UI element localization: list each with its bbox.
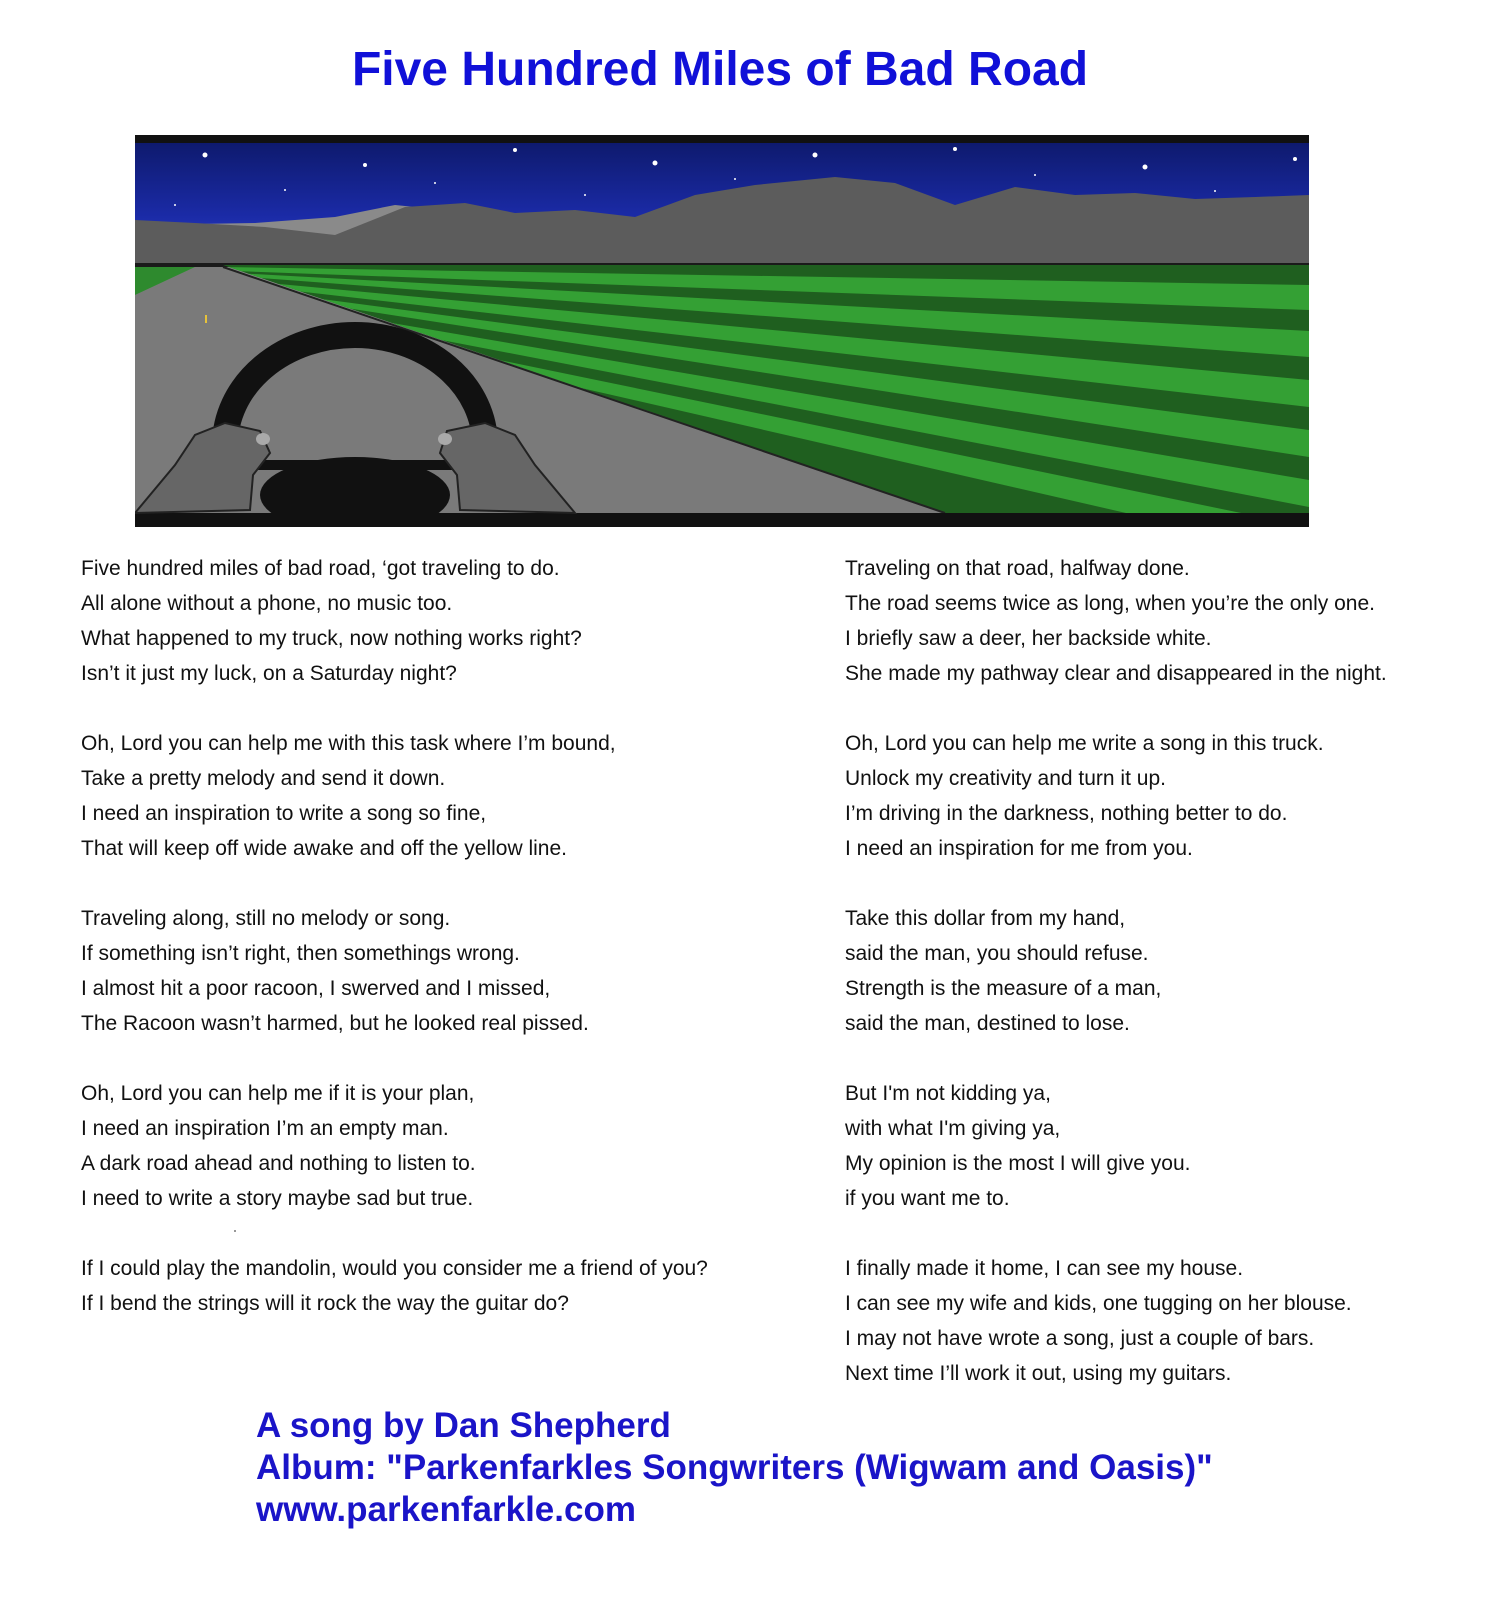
website-link[interactable]: www.parkenfarkle.com (256, 1490, 636, 1529)
lyric-line: I can see my wife and kids, one tugging on her blouse. (845, 1292, 1352, 1315)
stanza (845, 1251, 1485, 1391)
stanza (845, 901, 1485, 1041)
lyrics-left-column (81, 551, 781, 1356)
lyric-line: I may not have wrote a song, just a couple of bars. (845, 1327, 1315, 1350)
lyric-line: said the man, you should refuse. (845, 942, 1149, 965)
lyric-line: A dark road ahead and nothing to listen to. (81, 1152, 476, 1175)
lyric-line: If something isn’t right, then somethings wrong. (81, 942, 520, 965)
lyric-line: I finally made it home, I can see my house. (845, 1257, 1244, 1280)
dashboard (135, 513, 1309, 527)
lyric-line: Oh, Lord you can help me write a song in this truck. (845, 732, 1324, 755)
stanza (845, 726, 1485, 866)
lyric-line: But I'm not kidding ya, (845, 1082, 1051, 1105)
stanza (81, 1076, 781, 1216)
lyrics-right-column (845, 551, 1485, 1426)
album-credit: Album: "Parkenfarkles Songwriters (Wigwam and Oasis)" (256, 1448, 1213, 1487)
lyric-line: I briefly saw a deer, her backside white. (845, 627, 1212, 650)
lyric-line: Oh, Lord you can help me with this task where I’m bound, (81, 732, 616, 755)
lyric-line: If I could play the mandolin, would you consider me a friend of you? (81, 1257, 708, 1280)
stanza (81, 551, 781, 691)
lyric-line: What happened to my truck, now nothing works right? (81, 627, 582, 650)
lyric-line: I’m driving in the darkness, nothing better to do. (845, 802, 1288, 825)
lyric-line: said the man, destined to lose. (845, 1012, 1130, 1035)
lyric-line: Unlock my creativity and turn it up. (845, 767, 1166, 790)
credits-block (256, 1405, 1213, 1531)
lyric-line: That will keep off wide awake and off the yellow line. (81, 837, 568, 860)
lyric-line: I need to write a story maybe sad but true. (81, 1187, 474, 1210)
author-credit: A song by Dan Shepherd (256, 1406, 671, 1445)
stray-dot (234, 1230, 236, 1232)
lyric-line: I need an inspiration I’m an empty man. (81, 1117, 449, 1140)
lyric-line: I need an inspiration to write a song so fine, (81, 802, 487, 825)
lyric-line: if you want me to. (845, 1187, 1010, 1210)
lyric-line: The road seems twice as long, when you’re the only one. (845, 592, 1375, 615)
lyric-line: The Racoon wasn’t harmed, but he looked real pissed. (81, 1012, 589, 1035)
lyric-line: Traveling along, still no melody or song. (81, 907, 451, 930)
lyric-line: My opinion is the most I will give you. (845, 1152, 1191, 1175)
stanza (81, 726, 781, 866)
steering-spoke (235, 460, 475, 470)
page-title: Five Hundred Miles of Bad Road (351, 43, 1089, 96)
stanza (81, 901, 781, 1041)
lyric-line: Take a pretty melody and send it down. (81, 767, 446, 790)
lyric-line: with what I'm giving ya, (845, 1117, 1061, 1140)
stanza (845, 551, 1485, 691)
night-road-illustration (135, 135, 1309, 527)
lyric-line: All alone without a phone, no music too. (81, 592, 453, 615)
lyric-line: I need an inspiration for me from you. (845, 837, 1193, 860)
yellow-line-marker (205, 315, 207, 323)
stanza (845, 1076, 1485, 1216)
lyric-line: Five hundred miles of bad road, ‘got traveling to do. (81, 557, 560, 580)
lyric-line: Oh, Lord you can help me if it is your plan, (81, 1082, 475, 1105)
lyric-line: Strength is the measure of a man, (845, 977, 1162, 1000)
lyric-line: If I bend the strings will it rock the way the guitar do? (81, 1292, 569, 1315)
lyric-line: Traveling on that road, halfway done. (845, 557, 1190, 580)
lyric-line: Next time I’ll work it out, using my guitars. (845, 1362, 1232, 1385)
stanza (81, 1251, 781, 1321)
lyric-line: I almost hit a poor racoon, I swerved and I missed, (81, 977, 551, 1000)
lyric-line: She made my pathway clear and disappeared in the night. (845, 662, 1387, 685)
lyric-line: Isn’t it just my luck, on a Saturday night? (81, 662, 457, 685)
lyric-line: Take this dollar from my hand, (845, 907, 1126, 930)
